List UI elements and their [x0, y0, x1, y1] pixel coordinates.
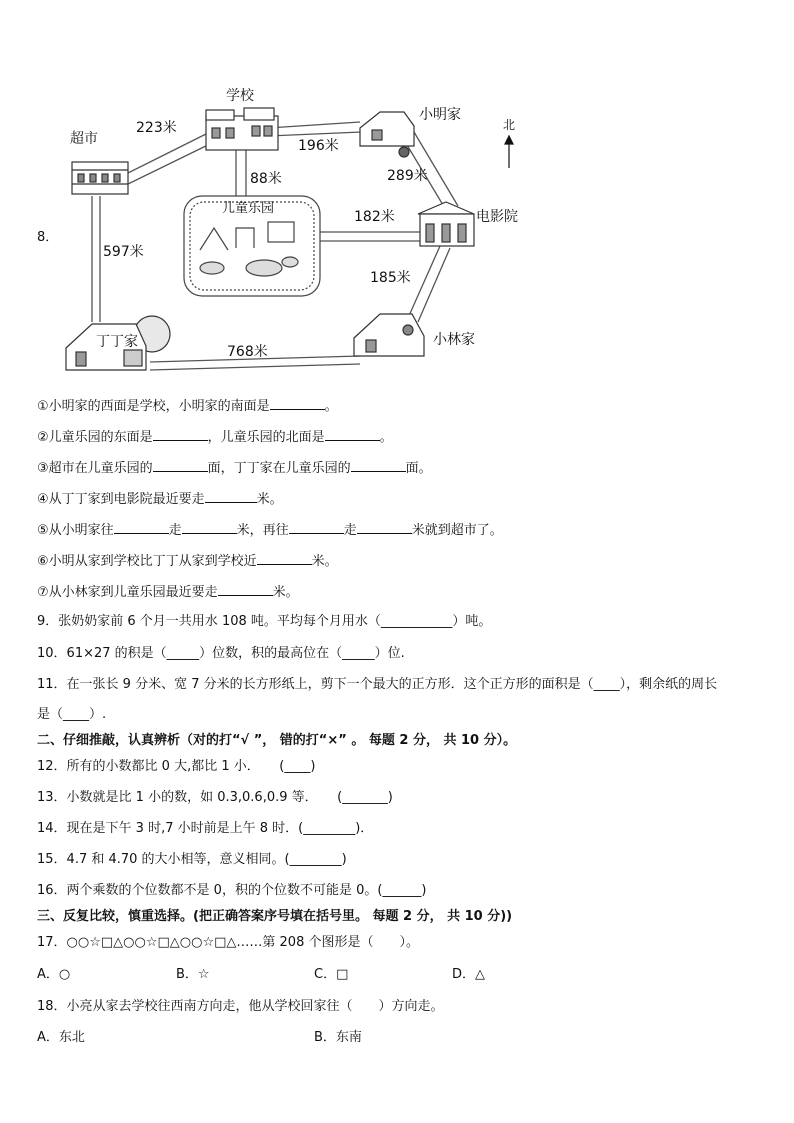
answer-blank[interactable]: [357, 519, 412, 534]
north-arrow-icon: [505, 136, 513, 168]
q8-item-2: ②儿童乐园的东面是 ，儿童乐园的北面是 。: [37, 426, 393, 447]
answer-blank[interactable]: [205, 488, 257, 503]
map-figure: [0, 0, 794, 390]
answer-blank[interactable]: [289, 519, 344, 534]
q8-item-6: ⑥小明从家到学校比丁丁从家到学校近 米。: [37, 550, 338, 571]
distance-dingding-xiaolin: 768米: [227, 344, 268, 360]
answer-blank[interactable]: [218, 581, 273, 596]
label-cinema: 电影院: [476, 209, 518, 225]
distance-cinema-xiaolin: 185米: [370, 270, 411, 286]
label-supermarket: 超市: [70, 131, 98, 147]
answer-blank[interactable]: [114, 519, 169, 534]
supermarket-building-icon: [72, 162, 128, 194]
question-14: 14．现在是下午 3 时,7 小时前是上午 8 时．(________)．: [37, 821, 374, 836]
xiaolin-house-icon: [354, 314, 424, 356]
section-2-heading: 二、仔细推敲，认真辨析（对的打“√ ”， 错的打“×” 。 每题 2 分， 共 10 分）。: [37, 733, 517, 748]
question-13: 13．小数就是比 1 小的数，如 0.3,0.6,0.9 等． (_______): [37, 790, 393, 805]
question-18: 18．小亮从家去学校往西南方向走，他从学校回家往（ ）方向走。: [37, 999, 444, 1014]
cinema-building-icon: [418, 202, 474, 246]
q8-item-1: ①小明家的西面是学校，小明家的南面是 。: [37, 395, 338, 416]
question-11-continued: 是（____）.: [37, 707, 107, 722]
label-school: 学校: [226, 88, 254, 104]
distance-xiaoming-cinema: 289米: [387, 168, 428, 184]
label-xiaoming-home: 小明家: [419, 107, 461, 123]
q17-option-d[interactable]: D．△: [452, 967, 486, 982]
question-10: 10．61×27 的积是（_____）位数，积的最高位在（_____）位.: [37, 646, 405, 661]
q17-option-b[interactable]: B．☆: [176, 967, 210, 982]
road-supermarket-school: [118, 132, 210, 178]
answer-blank[interactable]: [153, 426, 208, 441]
answer-blank[interactable]: [257, 550, 312, 565]
answer-blank[interactable]: [351, 457, 406, 472]
answer-blank[interactable]: [270, 395, 325, 410]
question-11: 11．在一张长 9 分米、宽 7 分米的长方形纸上，剪下一个最大的正方形．这个正方形的面积是（____），剩余纸的周长: [37, 677, 718, 692]
q8-item-3: ③超市在儿童乐园的 面，丁丁家在儿童乐园的 面。: [37, 457, 432, 478]
answer-blank[interactable]: [325, 426, 380, 441]
label-north: 北: [503, 118, 516, 132]
q8-item-7: ⑦从小林家到儿童乐园最近要走 米。: [37, 581, 299, 602]
map-drawing: [0, 0, 794, 390]
q17-option-a[interactable]: A．○: [37, 967, 71, 982]
distance-playground-cinema: 182米: [354, 209, 395, 225]
q18-option-a[interactable]: A．东北: [37, 1030, 85, 1045]
distance-school-xiaoming: 196米: [298, 138, 339, 154]
label-playground: 儿童乐园: [222, 201, 275, 216]
question-12: 12．所有的小数都比 0 大,都比 1 小． (____): [37, 759, 316, 774]
question-17: 17．○○☆□△○○☆□△○○☆□△……第 208 个图形是（ ）。: [37, 935, 419, 950]
label-dingding-home: 丁丁家: [96, 334, 138, 350]
q18-option-b[interactable]: B．东南: [314, 1030, 362, 1045]
label-xiaolin-home: 小林家: [433, 332, 475, 348]
distance-supermarket-school: 223米: [136, 120, 177, 136]
answer-blank[interactable]: [182, 519, 237, 534]
distance-school-playground: 88米: [250, 171, 282, 187]
question-8-number: 8．: [37, 230, 59, 245]
q17-option-c[interactable]: C．□: [314, 967, 349, 982]
distance-supermarket-dingding: 597米: [103, 244, 144, 260]
school-building-icon: [206, 108, 278, 150]
q8-item-4: ④从丁丁家到电影院最近要走 米。: [37, 488, 283, 509]
question-16: 16．两个乘数的个位数都不是 0，积的个位数不可能是 0。(______): [37, 883, 427, 898]
answer-blank[interactable]: [153, 457, 208, 472]
xiaoming-house-icon: [360, 112, 414, 157]
question-15: 15．4.7 和 4.70 的大小相等，意义相同。(________): [37, 852, 347, 867]
section-3-heading: 三、反复比较，慎重选择。(把正确答案序号填在括号里。 每题 2 分， 共 10 分)): [37, 909, 513, 924]
question-9: 9．张奶奶家前 6 个月一共用水 108 吨。平均每个月用水（___________）吨。: [37, 614, 492, 629]
q8-item-5: ⑤从小明家往 走 米，再往 走 米就到超市了。: [37, 519, 503, 540]
